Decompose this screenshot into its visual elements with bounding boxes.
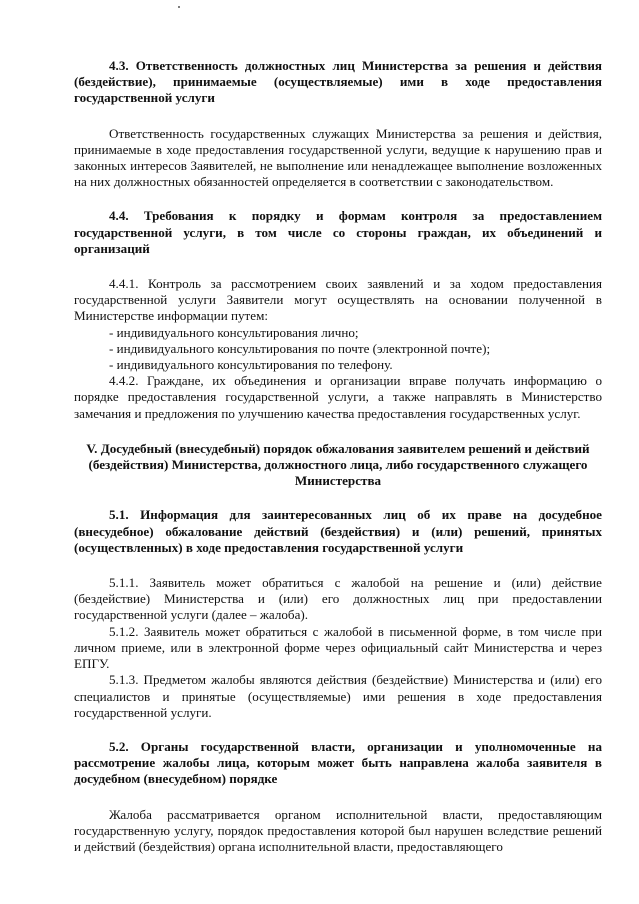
document-page bbox=[74, 0, 602, 855]
list-item-consult-phone: - индивидуального консультирования по телефону. bbox=[109, 357, 393, 373]
section-heading-4-4: 4.4. Требования к порядку и формам контроля за предоставлением государственной услуги, в том числе со стороны граждан, их объединений и организаций bbox=[74, 208, 602, 256]
section-heading-4-3: 4.3. Ответственность должностных лиц Министерства за решения и действия (бездействие), принимаемые (осуществляемые) ими в ходе предоставления государственной услуги bbox=[74, 58, 602, 106]
paragraph-5-1-1: 5.1.1. Заявитель может обратиться с жалобой на решение и (или) действие (бездействие) Министерства и (или) его должностных лиц при предоставлении государственной услуги (далее – жалоба). bbox=[74, 575, 602, 623]
paragraph-5-1-2: 5.1.2. Заявитель может обратиться с жалобой в письменной форме, в том числе при личном приеме, или в электронной форме через официальный сайт Министерства и через ЕПГУ. bbox=[74, 623, 602, 672]
section-heading-5-1: 5.1. Информация для заинтересованных лиц об их праве на досудебное (внесудебное) обжалование действий (бездействия) и (или) решений, принятых (осуществленных) в ходе предоставления государственной услуги bbox=[74, 507, 602, 555]
list-item-consult-mail: - индивидуального консультирования по почте (электронной почте); bbox=[109, 340, 491, 356]
paragraph-5-2-complaint: Жалоба рассматривается органом исполнительной власти, предоставляющим государственную услугу, порядок предоставления которой был нарушен вследствие решений и действий (бездействия) органа исполнительной власти, предоставляющего bbox=[74, 806, 602, 854]
chapter-title-v: V. Досудебный (внесудебный) порядок обжалования заявителем решений и действий (бездействия) Министерства, должностного лица, либо государственного служащего Министерства bbox=[86, 440, 590, 489]
list-item-consult-personal: - индивидуального консультирования лично; bbox=[109, 324, 359, 340]
paragraph-4-4-2: 4.4.2. Граждане, их объединения и организации вправе получать информацию о порядке предоставления государственной услуги, а также направлять в Министерство замечания и предложения по улучшению качества предоставления государственных услуг. bbox=[74, 373, 602, 421]
paragraph-4-4-1: 4.4.1. Контроль за рассмотрением своих заявлений и за ходом предоставления государственной услуги Заявители могут осуществлять на основании полученной в Министерстве информации путем: bbox=[74, 276, 602, 324]
paragraph-5-1-3: 5.1.3. Предметом жалобы являются действия (бездействие) Министерства и (или) его специалистов и принятые (осуществляемые) ими решения в ходе предоставления государственной услуги. bbox=[74, 672, 602, 720]
paragraph-4-3-responsibility: Ответственность государственных служащих Министерства за решения и действия, принимаемые в ходе предоставления государственной услуги, ведущие к нарушению прав и законных интересов Заявителей, не выполнение или ненадлежащее выполнение возложенных на них должностных обязанностей определяется в соответствии с законодательством. bbox=[74, 125, 602, 190]
section-heading-5-2: 5.2. Органы государственной власти, организации и уполномоченные на рассмотрение жалобы лица, которым может быть направлена жалоба заявителя в досудебном (внесудебном) порядке bbox=[74, 738, 602, 787]
